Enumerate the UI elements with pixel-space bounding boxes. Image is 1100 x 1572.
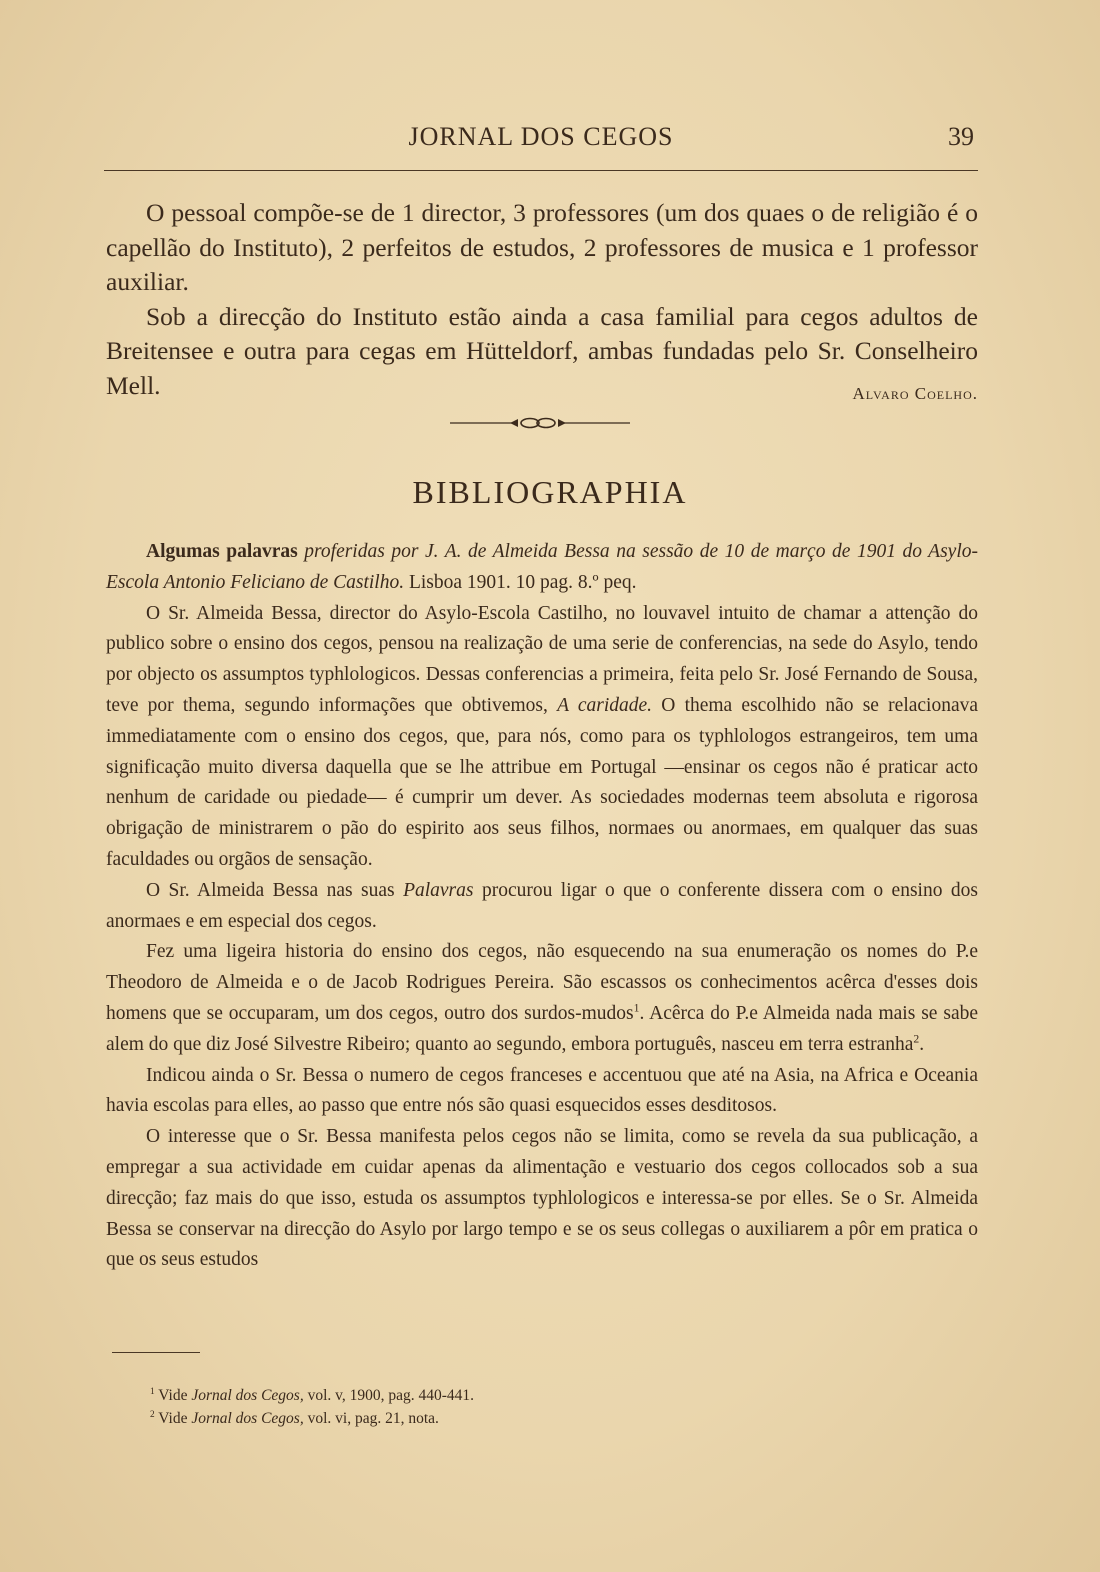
footnote-ref: 1 (633, 1001, 640, 1015)
body-text: O thema escolhido não se relacionava immediatamente com o ensino dos cegos, que, para nós, como para os typhlologos estrangeiros, tem uma significação muito diversa daquella que se lhe attribue em Portugal —ensinar os cegos não é praticar acto nenhum de caridade ou piedade— é cumprir um dever. As sociedades modernas teem absoluta e rigorosa obrigação de ministrarem o pão do espirito aos seus filhos, normaes ou anormaes, em qualquer das suas faculdades ou orgãos de sensação. (106, 694, 979, 870)
intro-paragraph-1: O pessoal compõe-se de 1 director, 3 professores (um dos quaes o de religião é o capellão do Instituto), 2 perfeitos de estudos, 2 professores de musica e 1 professor auxiliar. (106, 198, 978, 296)
intro-paragraph-2 (106, 300, 978, 404)
bibliography-text (106, 537, 978, 1276)
intro-paragraph-2-text: Sob a direcção do Instituto estão ainda a casa familial para cegos adultos de Breitensee e outra para cegas em Hütteldorf, ambas fundadas pelo Sr. Conselheiro Mell. (106, 301, 978, 400)
header-rule (104, 170, 978, 171)
footnote-2 (150, 1407, 474, 1430)
ornament-divider (450, 416, 630, 430)
body-italic: A caridade. (557, 694, 653, 716)
citation-rest: Lisboa 1901. 10 pag. 8.º peq. (408, 571, 637, 593)
footnote-text: vol. vi, pag. 21, nota. (307, 1410, 439, 1427)
body-paragraph-1 (106, 599, 978, 876)
body-paragraph-3 (106, 937, 978, 1060)
intro-text (106, 196, 978, 411)
body-text: . Acêrca do P.e Almeida nada mais se sabe alem do que diz José Silvestre Ribeiro; quanto ao segundo, embora português, nasceu em terra estranha (106, 1002, 979, 1055)
body-paragraph-2 (106, 876, 978, 938)
footnote-text: Vide (158, 1410, 188, 1427)
body-text: . (919, 1033, 925, 1055)
footnote-1 (150, 1384, 474, 1407)
body-text: Fez uma ligeira historia do ensino dos cegos, não esquecendo na sua enumeração os nomes do P.e Theodoro de Almeida e o de Jacob Rodrigues Pereira. São escassos os conhecimentos acêrca d'esses dois homens que se occuparam, um dos cegos, outro dos surdos-mudos (106, 941, 978, 1024)
body-paragraph-5: O interesse que o Sr. Bessa manifesta pelos cegos não se limita, como se revela da sua publicação, a empregar a sua actividade em cuidar apenas da alimentação e vestuario dos cegos collocados sob a sua direcção; faz mais do que isso, estuda os assumptos typhlologicos e interessa-se por elles. Se o Sr. Almeida Bessa se conservar na direcção do Asylo por largo tempo e se os seus collegas o auxiliarem a pôr em pratica o que os seus estudos (106, 1126, 978, 1271)
author-signature: Alvaro Coelho. (852, 383, 978, 403)
journal-title: JORNAL DOS CEGOS (408, 122, 674, 151)
body-text: O Sr. Almeida Bessa nas suas (146, 879, 395, 901)
footnote-ref: 2 (913, 1032, 920, 1046)
citation-bold: Algumas palavras (146, 541, 298, 562)
footnotes (150, 1384, 474, 1430)
section-title: BIBLIOGRAPHIA (412, 474, 688, 510)
page-number: 39 (948, 122, 974, 151)
body-text: procurou ligar o que o conferente dissera com o ensino dos anormaes e em especial dos cegos. (106, 879, 979, 932)
footnote-text: vol. v, 1900, pag. 440-441. (307, 1387, 475, 1404)
citation-italic: proferidas por J. A. de Almeida Bessa na sessão de 10 de março de 1901 do Asylo-Escola Antonio Feliciano de Castilho. (106, 541, 979, 593)
footnote-italic: Jornal dos Cegos, (191, 1387, 304, 1404)
footnote-mark: 2 (150, 1409, 155, 1420)
footnote-text: Vide (158, 1387, 188, 1404)
footnote-italic: Jornal dos Cegos, (191, 1410, 304, 1427)
body-text: O Sr. Almeida Bessa, director do Asylo-Escola Castilho, no louvavel intuito de chamar a attenção do publico sobre o ensino dos cegos, pensou na realização de uma serie de conferencias, na sede do Asylo, tendo por objecto os assumptos typhlologicos. Dessas conferencias a primeira, feita pelo Sr. José Fernando de Sousa, teve por thema, segundo informações que obtivemos, (106, 602, 978, 716)
running-header (104, 122, 978, 162)
body-italic: Palavras (403, 879, 474, 901)
footnote-rule (112, 1352, 200, 1353)
footnote-mark: 1 (150, 1386, 155, 1397)
body-paragraph-4: Indicou ainda o Sr. Bessa o numero de cegos franceses e accentuou que até na Asia, na Africa e Oceania havia escolas para elles, ao passo que entre nós são quasi esquecidos esses desditosos. (106, 1064, 978, 1117)
citation (106, 537, 978, 599)
